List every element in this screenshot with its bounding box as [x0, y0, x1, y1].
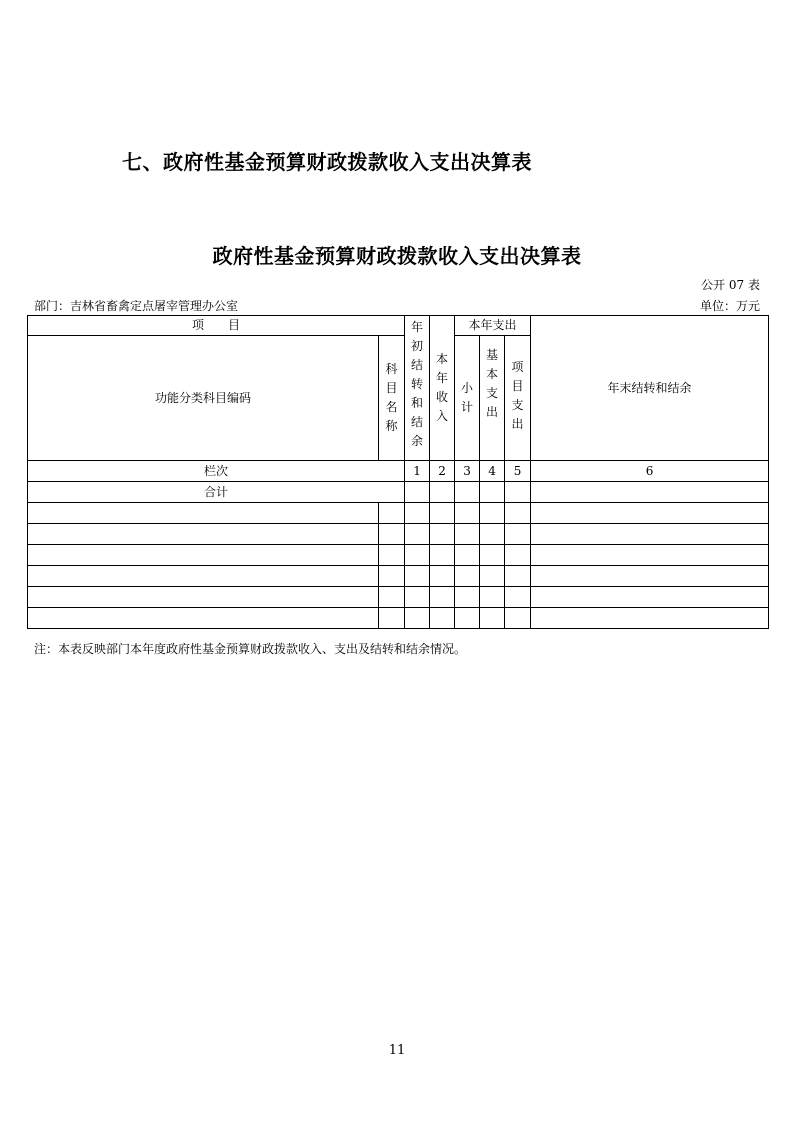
table-row [28, 566, 769, 587]
header-year-income: 本年收入 [430, 316, 455, 461]
table-cell [531, 545, 769, 566]
table-cell [28, 545, 379, 566]
table-cell [531, 608, 769, 629]
table-cell [379, 545, 405, 566]
table-cell [455, 587, 480, 608]
table-cell [430, 587, 455, 608]
header-subtotal: 小计 [455, 336, 480, 461]
table-cell [430, 482, 455, 503]
column-number: 4 [480, 461, 505, 482]
table-cell [505, 524, 531, 545]
header-subject-name: 科目名称 [379, 336, 405, 461]
table-cell [455, 524, 480, 545]
table-cell [480, 608, 505, 629]
header-project-expense: 项目支出 [505, 336, 531, 461]
table-cell [405, 482, 430, 503]
column-index-label: 栏次 [28, 461, 405, 482]
column-index-row [28, 461, 769, 482]
table-row [28, 608, 769, 629]
table-cell [28, 608, 379, 629]
header-end-balance: 年末结转和结余 [531, 316, 769, 461]
table-row [28, 524, 769, 545]
table-cell [455, 482, 480, 503]
table-cell [430, 566, 455, 587]
table-cell [480, 524, 505, 545]
table-cell [405, 545, 430, 566]
table-note: 注：本表反映部门本年度政府性基金预算财政拨款收入、支出及结转和结余情况。 [34, 642, 467, 656]
table-cell [28, 587, 379, 608]
table-cell [405, 608, 430, 629]
table-cell [505, 545, 531, 566]
table-cell [405, 566, 430, 587]
page-number: 11 [388, 1043, 406, 1058]
table-cell [430, 524, 455, 545]
table-cell [505, 608, 531, 629]
table-cell [531, 503, 769, 524]
table-cell [455, 545, 480, 566]
table-cell [430, 503, 455, 524]
table-title: 政府性基金预算财政拨款收入支出决算表 [212, 244, 582, 268]
table-cell [379, 566, 405, 587]
table-cell [430, 608, 455, 629]
table-cell [379, 608, 405, 629]
column-number: 6 [531, 461, 769, 482]
table-cell [480, 566, 505, 587]
table-cell [379, 587, 405, 608]
total-row [28, 482, 769, 503]
table-cell [531, 587, 769, 608]
header-basic-expense: 基本支出 [480, 336, 505, 461]
column-number: 1 [405, 461, 430, 482]
unit-label: 单位：万元 [699, 299, 760, 313]
budget-table [27, 315, 769, 629]
header-row-1 [28, 316, 769, 336]
total-label: 合计 [28, 482, 405, 503]
form-code: 公开 07 表 [701, 278, 760, 292]
table-cell [505, 566, 531, 587]
table-cell [455, 608, 480, 629]
table-cell [505, 482, 531, 503]
header-func-code: 功能分类科目编码 [28, 336, 379, 461]
table-cell [455, 503, 480, 524]
table-cell [480, 503, 505, 524]
header-year-expense: 本年支出 [455, 316, 531, 336]
table-row [28, 587, 769, 608]
table-cell [531, 482, 769, 503]
table-cell [28, 566, 379, 587]
table-row [28, 503, 769, 524]
table-cell [531, 524, 769, 545]
column-number: 5 [505, 461, 531, 482]
table-cell [531, 566, 769, 587]
table-cell [405, 503, 430, 524]
table-row [28, 545, 769, 566]
header-begin-balance: 年初结转和结余 [405, 316, 430, 461]
department-label: 部门：吉林省畜禽定点屠宰管理办公室 [34, 299, 239, 313]
section-title: 七、政府性基金预算财政拨款收入支出决算表 [122, 150, 532, 174]
header-project: 项 目 [28, 316, 405, 336]
table-cell [28, 524, 379, 545]
table-cell [480, 587, 505, 608]
table-cell [480, 482, 505, 503]
table-cell [405, 587, 430, 608]
table-cell [505, 587, 531, 608]
table-cell [379, 524, 405, 545]
table-cell [480, 545, 505, 566]
table-cell [28, 503, 379, 524]
table-cell [405, 524, 430, 545]
column-number: 2 [430, 461, 455, 482]
table-cell [430, 545, 455, 566]
table-cell [505, 503, 531, 524]
column-number: 3 [455, 461, 480, 482]
table-cell [379, 503, 405, 524]
table-cell [455, 566, 480, 587]
